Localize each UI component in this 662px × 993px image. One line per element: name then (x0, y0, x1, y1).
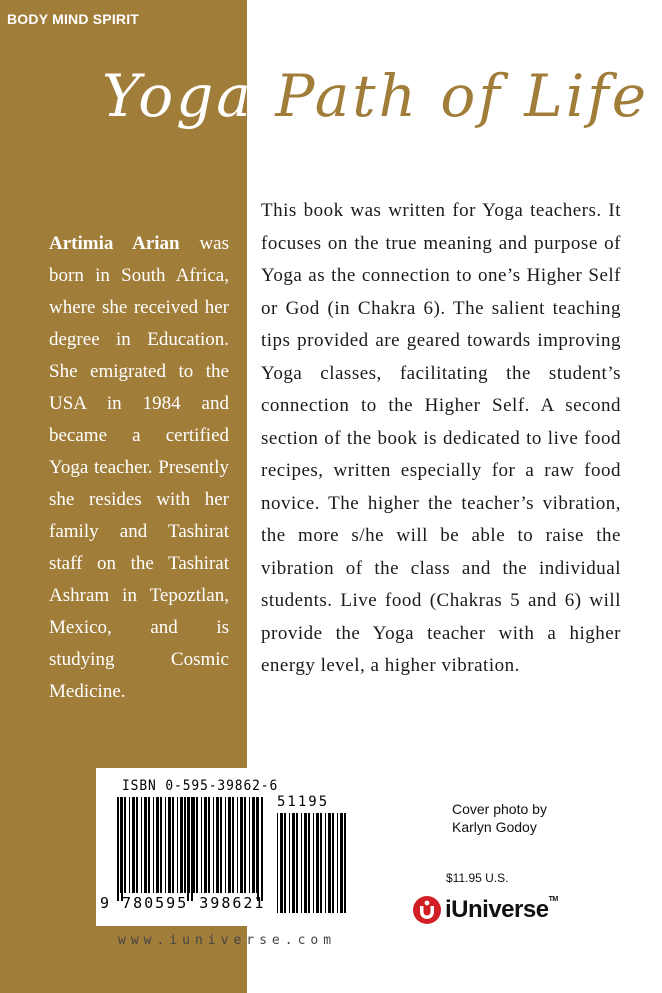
publisher-name (445, 896, 558, 924)
price: $11.95 U.S. (446, 871, 509, 885)
isbn-text: ISBN 0-595-39862-6 (122, 778, 279, 794)
category-label: BODY MIND SPIRIT (7, 11, 140, 27)
publisher-logo (412, 893, 558, 927)
book-description: This book was written for Yoga teachers. It focuses on the true meaning and purpose of Yoga as the connection to one’s Higher Self or God (in Chakra 6). The salient teaching tips provided are geared towards improving Yoga classes, facilitating the student’s connection to the Higher Self. A second section of the book is dedicated to live food recipes, written especially for a raw food novice. The higher the teacher’s vibration, the more s/he will be able to raise the vibration of the class and the individual students. Live food (Chakras 5 and 6) will provide the Yoga teacher with a higher energy level, a higher vibration. (261, 200, 621, 676)
ean-digits: 9 780595 398621 (100, 894, 266, 912)
author-bio-text: was born in South Africa, where she received her degree in Education. She emigrated to the USA in 1984 and became a certified Yoga teacher. Presently she resides with her family and Tashirat staff on the Tashirat Ashram in Tepoztlan, Mexico, and is studying Cosmic Medicine. (49, 233, 229, 702)
iuniverse-logo-icon (412, 895, 442, 925)
title-word-2: Path of (275, 62, 503, 130)
price-code: 51195 (277, 794, 330, 810)
publisher-name-text: iUniverse (445, 896, 549, 923)
photo-credit-line1: Cover photo by (452, 801, 547, 817)
title-word-1: Yoga (102, 62, 254, 130)
photo-credit-line2: Karlyn Godoy (452, 819, 537, 835)
author-name: Artimia Arian (49, 233, 180, 254)
title-word-3: Life (524, 62, 650, 130)
publisher-website: www.iuniverse.com (118, 933, 337, 948)
photo-credit (452, 800, 547, 836)
trademark: TM (548, 896, 558, 903)
